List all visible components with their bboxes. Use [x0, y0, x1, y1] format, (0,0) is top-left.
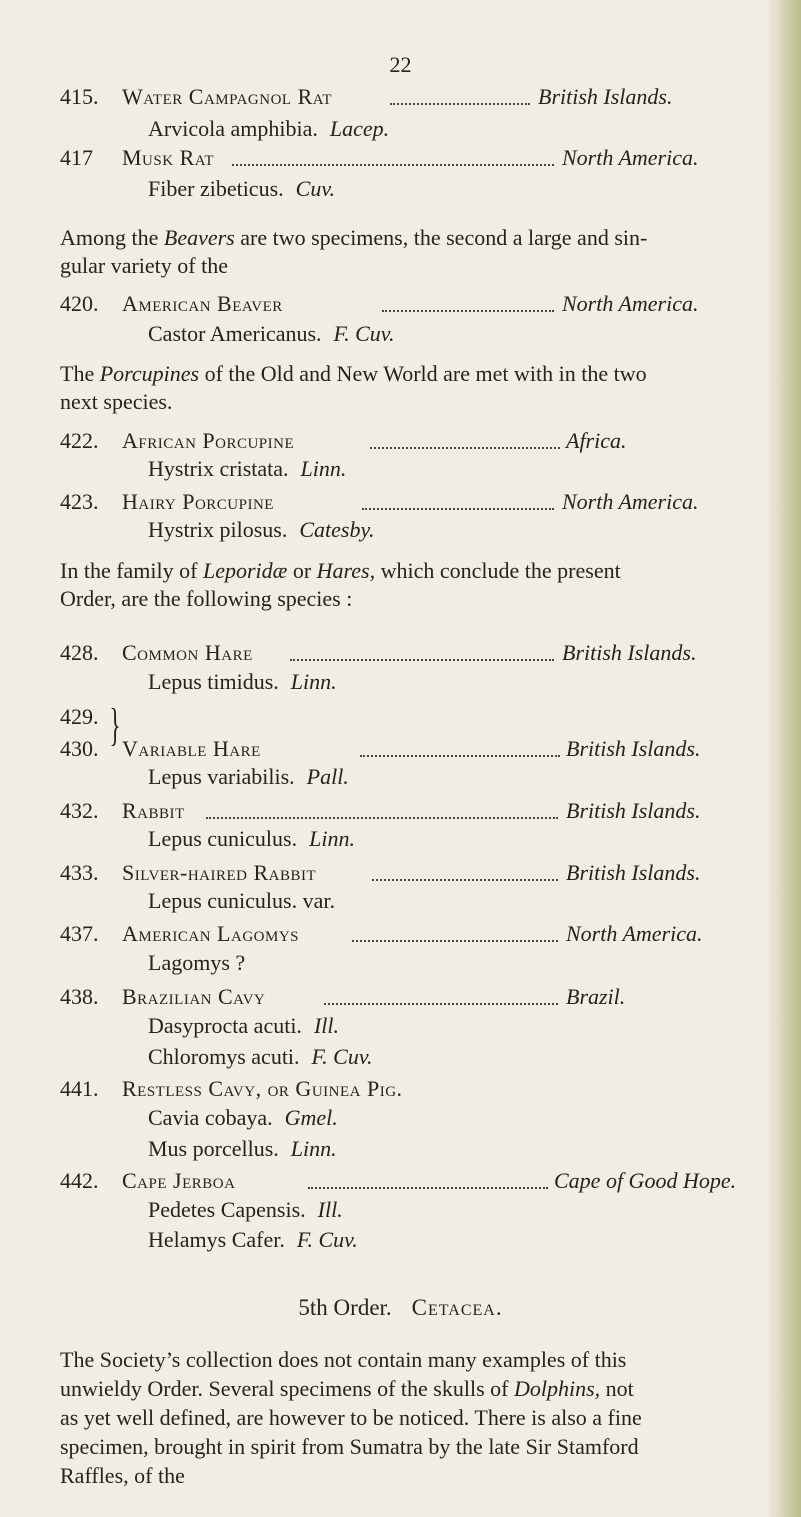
entry-417: [0, 141, 801, 177]
species: Pedetes Capensis.: [148, 1197, 306, 1222]
dot-leader: [206, 817, 558, 819]
authority: Lacep.: [329, 116, 390, 141]
text: unwieldy Order. Several specimens of the skulls of: [60, 1376, 514, 1401]
dot-leader: [390, 103, 530, 105]
species: Mus porcellus.: [148, 1136, 279, 1161]
entry-name: Restless Cavy, or Guinea Pig.: [122, 1076, 403, 1101]
entry-name: Hairy Porcupine: [122, 489, 274, 514]
entry-438: [0, 980, 801, 1016]
entry-number: 420.: [60, 291, 99, 316]
synonym-line: [148, 517, 375, 543]
entry-number: 422.: [60, 428, 99, 453]
entry-number: 423.: [60, 489, 99, 514]
entry-locality: British Islands.: [566, 798, 701, 823]
entry-number: 415.: [60, 84, 99, 109]
synonym-line: [148, 321, 394, 347]
synonym-line: [148, 1227, 358, 1253]
species: Lepus variabilis.: [148, 764, 295, 789]
italic-text: Porcupines: [99, 361, 200, 386]
paragraph-line: [60, 557, 765, 585]
authority: Linn.: [290, 1136, 337, 1161]
authority: Linn.: [300, 456, 347, 481]
paragraph-line: specimen, brought in spirit from Sumatra by the late Sir Stamford: [60, 1434, 639, 1459]
dot-leader: [370, 447, 560, 449]
species: Lagomys ?: [148, 950, 246, 975]
species: Dasyprocta acuti.: [148, 1013, 302, 1038]
entry-number-extra: 429.: [60, 704, 99, 729]
entry-number: 438.: [60, 984, 99, 1009]
dot-leader: [382, 310, 554, 312]
text: not: [600, 1376, 634, 1401]
dot-leader: [352, 940, 558, 942]
dot-leader: [372, 879, 558, 881]
authority: Ill.: [317, 1197, 343, 1222]
entry-locality: North America.: [562, 291, 699, 316]
synonym-line: [148, 826, 355, 852]
order-ordinal: 5th Order.: [298, 1295, 392, 1320]
entry-name: African Porcupine: [122, 428, 295, 453]
entry-441: [0, 1072, 801, 1108]
text: The: [60, 361, 100, 386]
synonym-line: [148, 950, 245, 976]
entry-number: 430.: [60, 736, 99, 761]
entry-number: 417: [60, 145, 93, 170]
entry-locality: British Islands.: [562, 640, 697, 665]
entry-428: [0, 636, 801, 672]
entry-420: [0, 287, 801, 323]
species: Chloromys acuti.: [148, 1044, 300, 1069]
entry-name: Variable Hare: [122, 736, 261, 761]
authority: F. Cuv.: [311, 1044, 373, 1069]
synonym-line: [148, 888, 335, 914]
entry-locality: North America.: [566, 921, 703, 946]
entry-locality: North America.: [562, 145, 699, 170]
species: Hystrix pilosus.: [148, 517, 288, 542]
entry-name: Water Campagnol Rat: [122, 84, 333, 109]
paragraph-cetacea: [60, 1345, 765, 1490]
entry-number: 432.: [60, 798, 99, 823]
species: Helamys Cafer.: [148, 1227, 285, 1252]
dot-leader: [360, 755, 560, 757]
entry-433: [0, 856, 801, 892]
entry-442: [0, 1164, 801, 1200]
text: of the Old and New World are met with in the two: [199, 361, 647, 386]
entry-locality: North America.: [562, 489, 699, 514]
entry-number: 442.: [60, 1168, 99, 1193]
entry-name: American Beaver: [122, 291, 283, 316]
authority: F. Cuv.: [296, 1227, 358, 1252]
dot-leader: [362, 508, 554, 510]
dot-leader: [232, 164, 554, 166]
text: or: [287, 558, 317, 583]
synonym-line: [148, 1044, 372, 1070]
paragraph-line: [60, 360, 765, 388]
species: Cavia cobaya.: [148, 1105, 273, 1130]
species: Arvicola amphibia.: [148, 116, 318, 141]
text: In the family of: [60, 558, 203, 583]
synonym-line: [148, 1105, 338, 1131]
entry-415: [0, 80, 801, 116]
authority: Catesby.: [299, 517, 375, 542]
species: Lepus cuniculus.: [148, 826, 298, 851]
dot-leader: [324, 1003, 558, 1005]
dot-leader: [290, 659, 554, 661]
paragraph-line: Order, are the following species :: [60, 586, 353, 611]
species: Castor Americanus.: [148, 321, 322, 346]
paragraph-line: gular variety of the: [60, 253, 228, 278]
paragraph-line: next species.: [60, 389, 173, 414]
entry-name: Cape Jerboa: [122, 1168, 236, 1193]
entry-name: Common Hare: [122, 640, 253, 665]
italic-text: Hares,: [316, 558, 376, 583]
entry-locality: British Islands.: [538, 84, 673, 109]
italic-text: Leporidæ: [202, 558, 288, 583]
entry-name: Brazilian Cavy: [122, 984, 266, 1009]
text: which conclude the present: [375, 558, 621, 583]
authority: Cuv.: [295, 176, 335, 201]
order-heading: [0, 1295, 801, 1321]
entry-437: [0, 917, 801, 953]
text: are two specimens, the second a large and sin-: [234, 225, 648, 250]
authority: Gmel.: [284, 1105, 338, 1130]
paragraph-hares: [60, 557, 765, 613]
entry-number: 437.: [60, 921, 99, 946]
entry-locality: Africa.: [566, 428, 627, 453]
entry-422: [0, 424, 801, 460]
synonym-line: [148, 764, 349, 790]
paragraph-line: The Society’s collection does not contain many examples of this: [60, 1347, 627, 1372]
species: Lepus cuniculus. var.: [148, 888, 335, 913]
order-name: Cetacea.: [411, 1295, 503, 1320]
italic-text: Dolphins,: [513, 1376, 601, 1401]
entry-430: [0, 732, 801, 768]
paragraph-line: Raffles, of the: [60, 1463, 185, 1488]
dot-leader: [308, 1187, 548, 1189]
entry-name: Rabbit: [122, 798, 185, 823]
brace-glyph: }: [109, 699, 121, 750]
paragraph-beavers: [60, 224, 765, 280]
synonym-line: [148, 1013, 339, 1039]
entry-432: [0, 794, 801, 830]
entry-locality: British Islands.: [566, 736, 701, 761]
entry-name: Musk Rat: [122, 145, 215, 170]
species: Lepus timidus.: [148, 669, 279, 694]
entry-locality: Cape of Good Hope.: [554, 1168, 737, 1193]
entry-number: 428.: [60, 640, 99, 665]
synonym-line: [148, 669, 337, 695]
authority: Linn.: [309, 826, 355, 851]
paragraph-line: [60, 224, 765, 252]
italic-text: Beavers: [163, 225, 235, 250]
paragraph-porcupines: [60, 360, 765, 416]
text: Among the: [60, 225, 164, 250]
authority: Ill.: [313, 1013, 339, 1038]
page-number: 22: [389, 52, 412, 77]
paragraph-line: as yet well defined, are however to be noticed. There is also a fine: [60, 1405, 642, 1430]
authority: Linn.: [290, 669, 337, 694]
synonym-line: [148, 456, 346, 482]
entry-number: 433.: [60, 860, 99, 885]
synonym-line: [148, 176, 335, 202]
species: Fiber zibeticus.: [148, 176, 284, 201]
entry-423: [0, 485, 801, 521]
species: Hystrix cristata.: [148, 456, 289, 481]
authority: Pall.: [306, 764, 349, 789]
entry-number: 441.: [60, 1076, 99, 1101]
paragraph-line: [60, 1374, 765, 1403]
synonym-line: [148, 1136, 337, 1162]
entry-locality: Brazil.: [566, 984, 626, 1009]
entry-name: Silver-haired Rabbit: [122, 860, 317, 885]
entry-locality: British Islands.: [566, 860, 701, 885]
entry-name: American Lagomys: [122, 921, 300, 946]
authority: F. Cuv.: [333, 321, 395, 346]
synonym-line: [148, 1197, 343, 1223]
synonym-line: [148, 116, 389, 142]
